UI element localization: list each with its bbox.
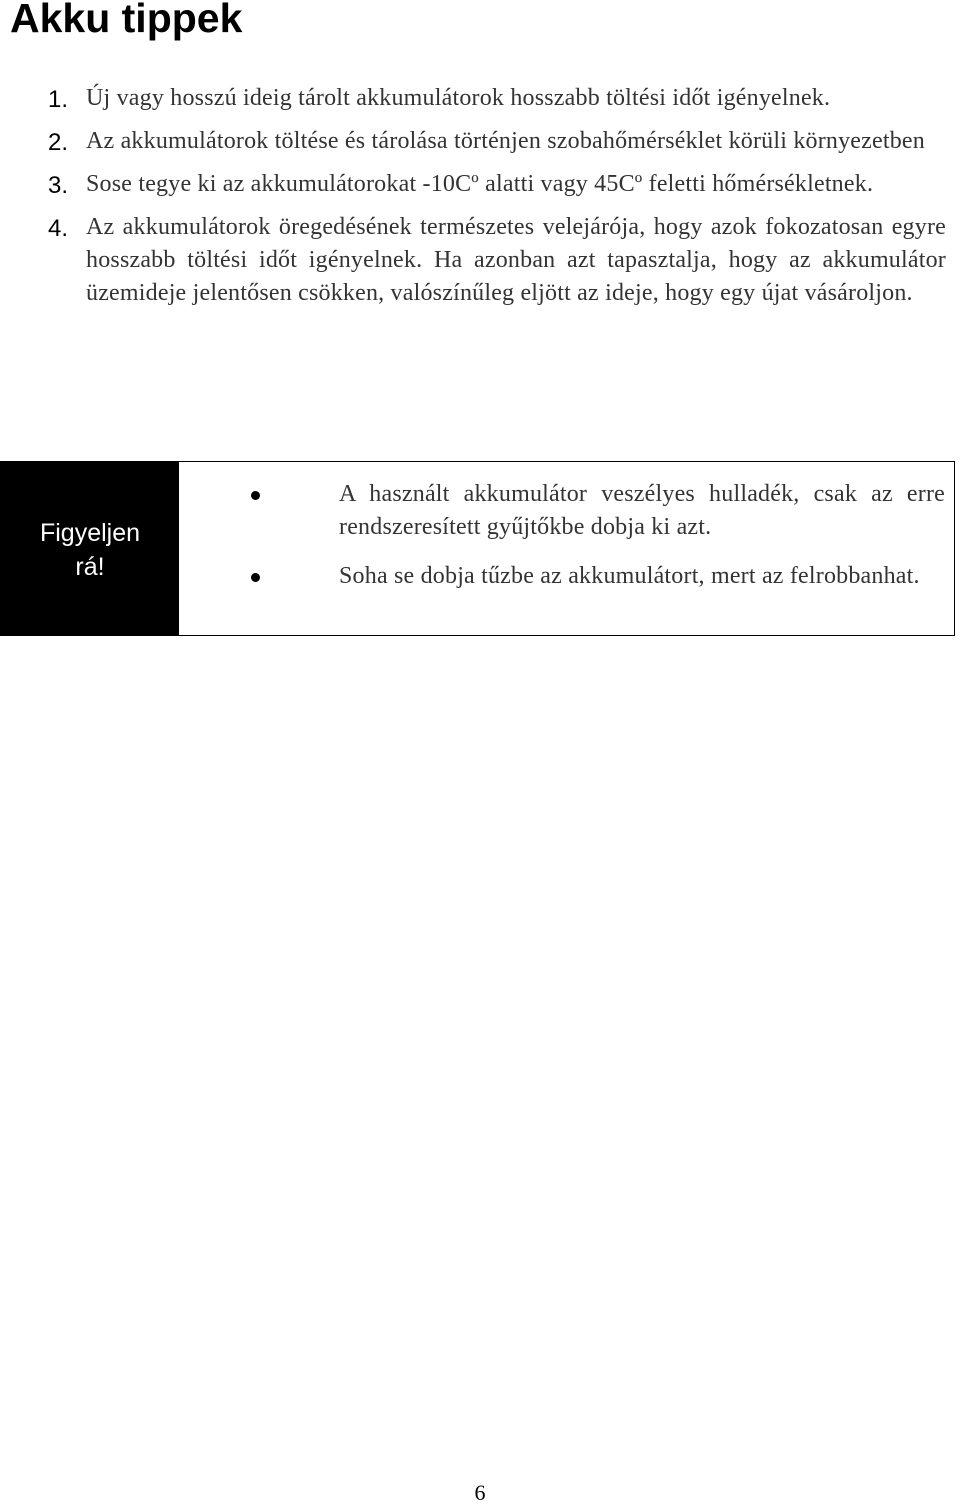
bullet-icon xyxy=(179,478,339,544)
page-title: Akku tippek xyxy=(10,0,243,41)
tip-number: 4. xyxy=(48,215,69,242)
tip-text: Az akkumulátorok töltése és tárolása történjen szobahőmérséklet körüli környezetben xyxy=(86,128,925,154)
tip-item-2 xyxy=(48,125,946,159)
warning-list xyxy=(179,462,954,635)
bullet-icon xyxy=(179,560,339,593)
tip-number: 2. xyxy=(48,129,69,156)
tip-number: 3. xyxy=(48,172,69,199)
warning-text: Soha se dobja tűzbe az akkumulátort, mert az felrobbanhat. xyxy=(339,563,920,589)
tip-number: 1. xyxy=(48,86,69,113)
warning-item-2 xyxy=(179,560,945,593)
tip-text: Az akkumulátorok öregedésének természetes velejárója, hogy azok fokozatosan egyre hosszabb töltési időt igényelnek. Ha azonban azt tapasztalja, hogy az akkumulátor üzemideje jelentősen csökken, valószínűleg eljött az ideje, hogy egy újat vásároljon. xyxy=(86,214,946,306)
tip-item-3 xyxy=(48,168,946,202)
warning-item-1 xyxy=(179,478,945,544)
page-number: 6 xyxy=(474,1480,486,1505)
warning-text: A használt akkumulátor veszélyes hulladék, csak az erre rendszeresített gyűjtőkbe dobja ki azt. xyxy=(339,481,945,540)
warning-box xyxy=(0,461,955,636)
tips-list xyxy=(48,82,946,319)
warning-label-line2: rá! xyxy=(75,553,105,581)
warning-label xyxy=(1,462,179,635)
tip-text: Sose tegye ki az akkumulátorokat -10Cº alatti vagy 45Cº feletti hőmérsékletnek. xyxy=(86,171,874,197)
warning-label-line1: Figyeljen xyxy=(39,519,141,547)
tip-item-1 xyxy=(48,82,946,116)
tip-item-4 xyxy=(48,211,946,310)
tip-text: Új vagy hosszú ideig tárolt akkumulátorok hosszabb töltési időt igényelnek. xyxy=(86,85,831,111)
